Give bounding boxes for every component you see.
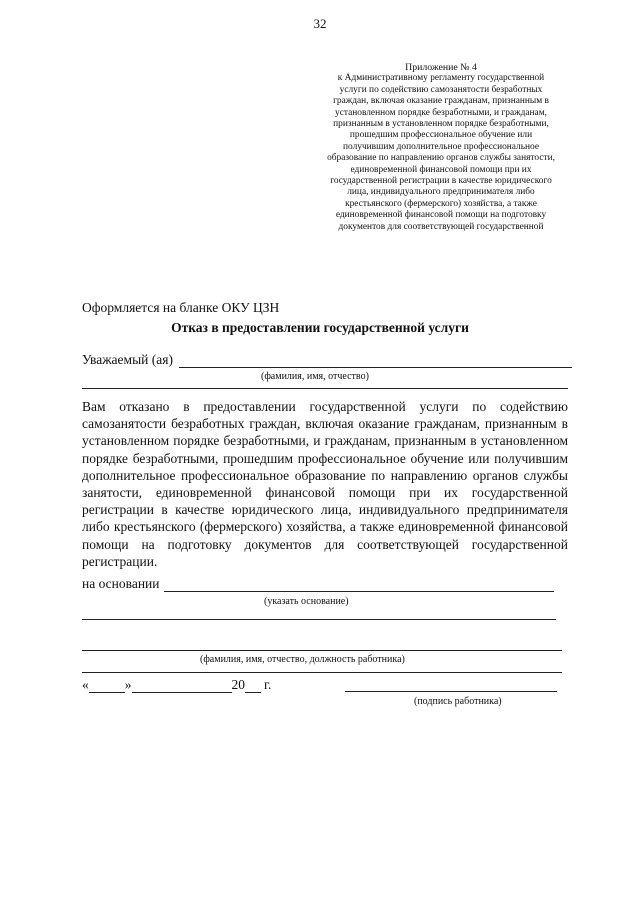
page-number: 32 [313, 16, 327, 31]
date-row [82, 677, 271, 693]
appendix-line: признанным в установленном порядке безработными, [333, 119, 549, 130]
appendix-line: документов для соответствующей государственной [338, 221, 544, 232]
appendix-line: граждан, включая оказание гражданам, признанным в [333, 96, 549, 107]
date-open-quote: « [82, 677, 89, 692]
appendix-line: крестьянского (фермерского) хозяйства, а также [345, 198, 537, 209]
date-year-field[interactable] [245, 680, 261, 693]
date-day-field[interactable] [89, 680, 125, 693]
signature-hint: (подпись работника) [414, 696, 502, 707]
basis-field[interactable] [164, 579, 554, 592]
appendix-line: лица, индивидуального предпринимателя либо [347, 187, 535, 198]
basis-continuation-line[interactable] [82, 619, 556, 620]
basis-row [82, 576, 554, 592]
appendix-title: Приложение № 4 [405, 62, 477, 73]
appendix-line: прошедшим профессиональное обучение или [349, 130, 533, 141]
worker-name-field[interactable] [82, 650, 562, 651]
date-year-prefix: 20 [231, 677, 245, 692]
date-month-field[interactable] [132, 680, 232, 693]
blank-note: Оформляется на бланке ОКУ ЦЗН [82, 300, 280, 315]
worker-hint: (фамилия, имя, отчество, должность работника) [200, 654, 405, 665]
appendix-line: услуги по содействию самозанятости безработных [339, 84, 543, 95]
appendix-line: государственной регистрации в качестве юридического [330, 176, 552, 187]
appendix-line: к Административному регламенту государственной [337, 73, 545, 84]
appendix-line: установленном порядке безработными, и гражданам, [335, 107, 547, 118]
appendix-line: получившим дополнительное профессиональное [343, 141, 539, 152]
appendix-line: единовременной финансовой помощи при их [350, 164, 532, 175]
signature-field[interactable] [345, 691, 557, 692]
fio-hint: (фамилия, имя, отчество) [261, 371, 369, 382]
appendix-block [305, 62, 577, 233]
greeting-row [82, 352, 572, 368]
worker-extra-line [82, 672, 562, 673]
appendix-line: единовременной финансовой помощи на подготовку [335, 210, 547, 221]
appendix-line: образование по направлению органов службы занятости, [327, 153, 555, 164]
separator-line [82, 388, 568, 389]
document-title: Отказ в предоставлении государственной услуги [171, 320, 469, 335]
date-close-quote: » [124, 677, 132, 692]
greeting-label: Уважаемый (ая) [82, 352, 173, 367]
recipient-name-field[interactable] [179, 355, 572, 368]
date-year-suffix: г. [264, 677, 272, 692]
basis-label: на основании [82, 576, 160, 591]
basis-hint: (указать основание) [264, 596, 349, 607]
refusal-body: Вам отказано в предоставлении государственной услуги по содействию самозанятости безработных граждан, включая оказание гражданам, признанным в установленном порядке безработными, и гражданам, признанным в установленном порядке безработными, прошедшим профессиональное обучение или получившим дополнительное профессиональное образование по направлению органов службы занятости, единовременной финансовой помощи при их государственной регистрации в качестве юридического лица, индивидуального предпринимателя либо крестьянского (фермерского) хозяйства, а также единовременной финансовой помощи на подготовку документов для соответствующей государственной регистрации. [82, 399, 568, 569]
